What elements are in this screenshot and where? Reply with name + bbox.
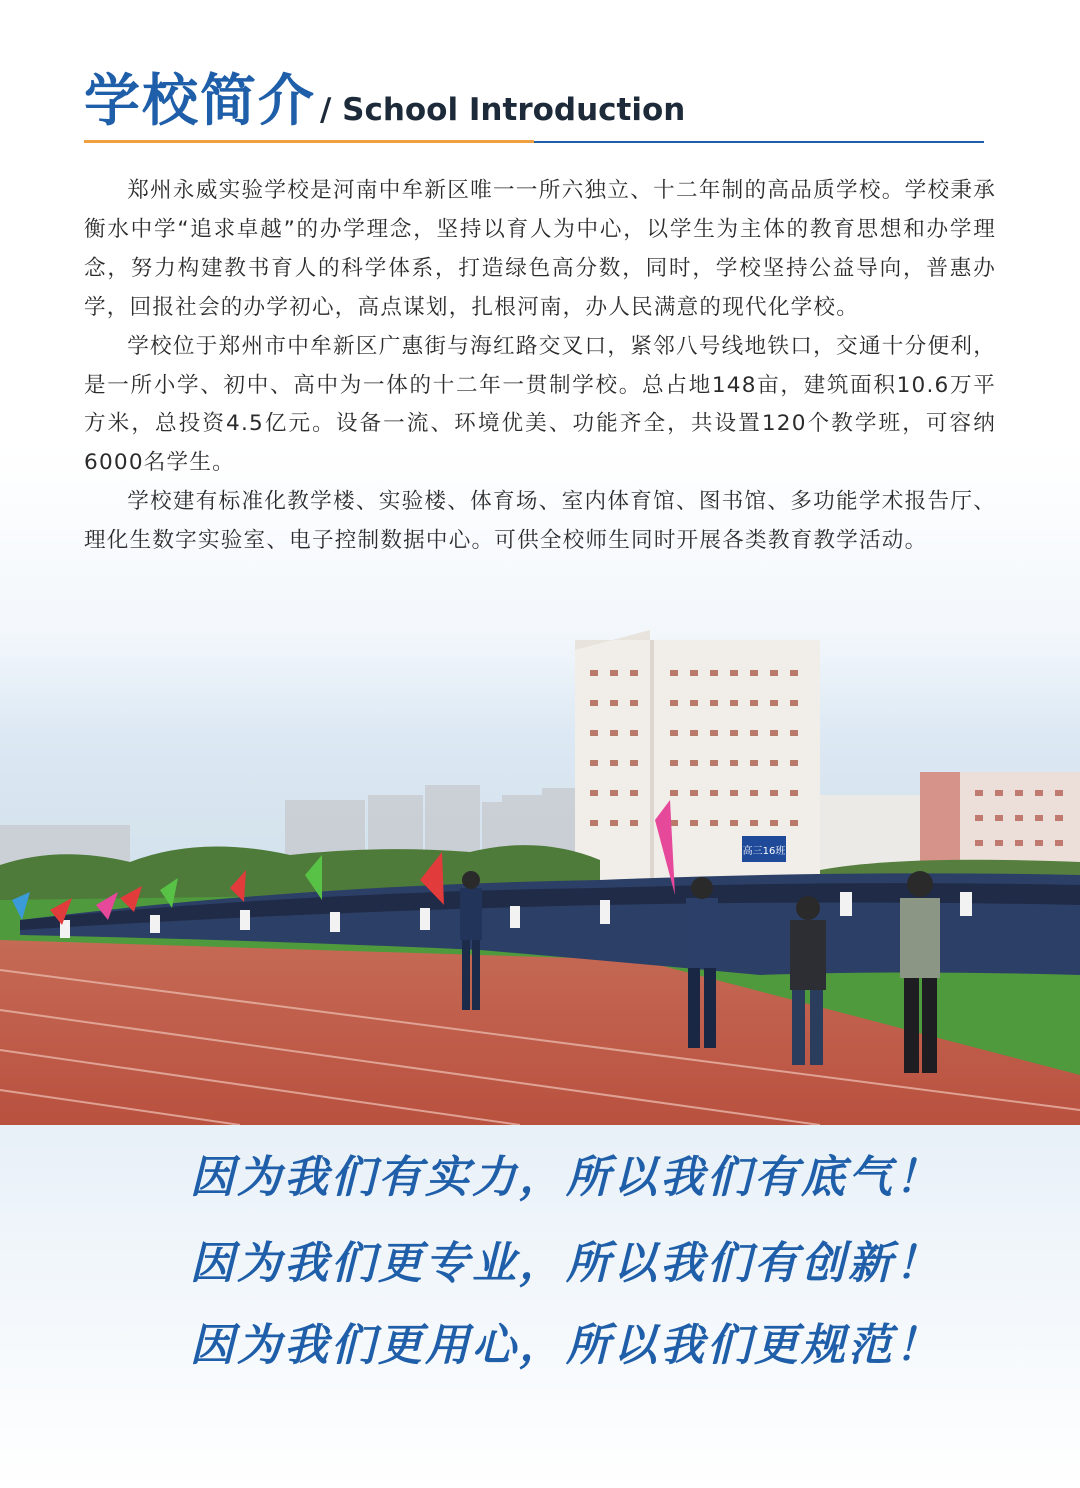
section-subtitle: / School Introduction [320, 92, 686, 128]
campus-photo-illustration [0, 630, 1080, 1125]
slogan-2: 因为我们更专业，所以我们有创新！ [190, 1238, 942, 1289]
intro-paragraph-3: 学校建有标准化教学楼、实验楼、体育场、室内体育馆、图书馆、多功能学术报告厅、理化生数字实验室、电子控制数据中心。可供全校师生同时开展各类教育教学活动。 [84, 489, 996, 554]
section-header [84, 62, 984, 142]
slogan-3: 因为我们更用心，所以我们更规范！ [190, 1320, 942, 1371]
intro-text [84, 172, 996, 561]
header-rule-orange [84, 140, 534, 143]
header-rule-blue [534, 141, 984, 143]
campus-photo [0, 630, 1080, 1125]
slogan-1: 因为我们有实力，所以我们有底气！ [190, 1152, 942, 1203]
class-sign-label: 高三16班 [742, 846, 786, 857]
section-title: 学校简介 [84, 69, 316, 134]
intro-paragraph-1: 郑州永威实验学校是河南中牟新区唯一一所六独立、十二年制的高品质学校。学校秉承衡水中学“追求卓越”的办学理念，坚持以育人为中心，以学生为主体的教育思想和办学理念，努力构建教书育人的科学体系，打造绿色高分数，同时，学校坚持公益导向，普惠办学，回报社会的办学初心，高点谋划，扎根河南，办人民满意的现代化学校。 [84, 178, 996, 320]
intro-paragraph-2: 学校位于郑州市中牟新区广惠街与海红路交叉口，紧邻八号线地铁口，交通十分便利，是一所小学、初中、高中为一体的十二年一贯制学校。总占地148亩，建筑面积10.6万平方米，总投资4.5亿元。设备一流、环境优美、功能齐全，共设置120个教学班，可容纳6000名学生。 [84, 333, 996, 476]
